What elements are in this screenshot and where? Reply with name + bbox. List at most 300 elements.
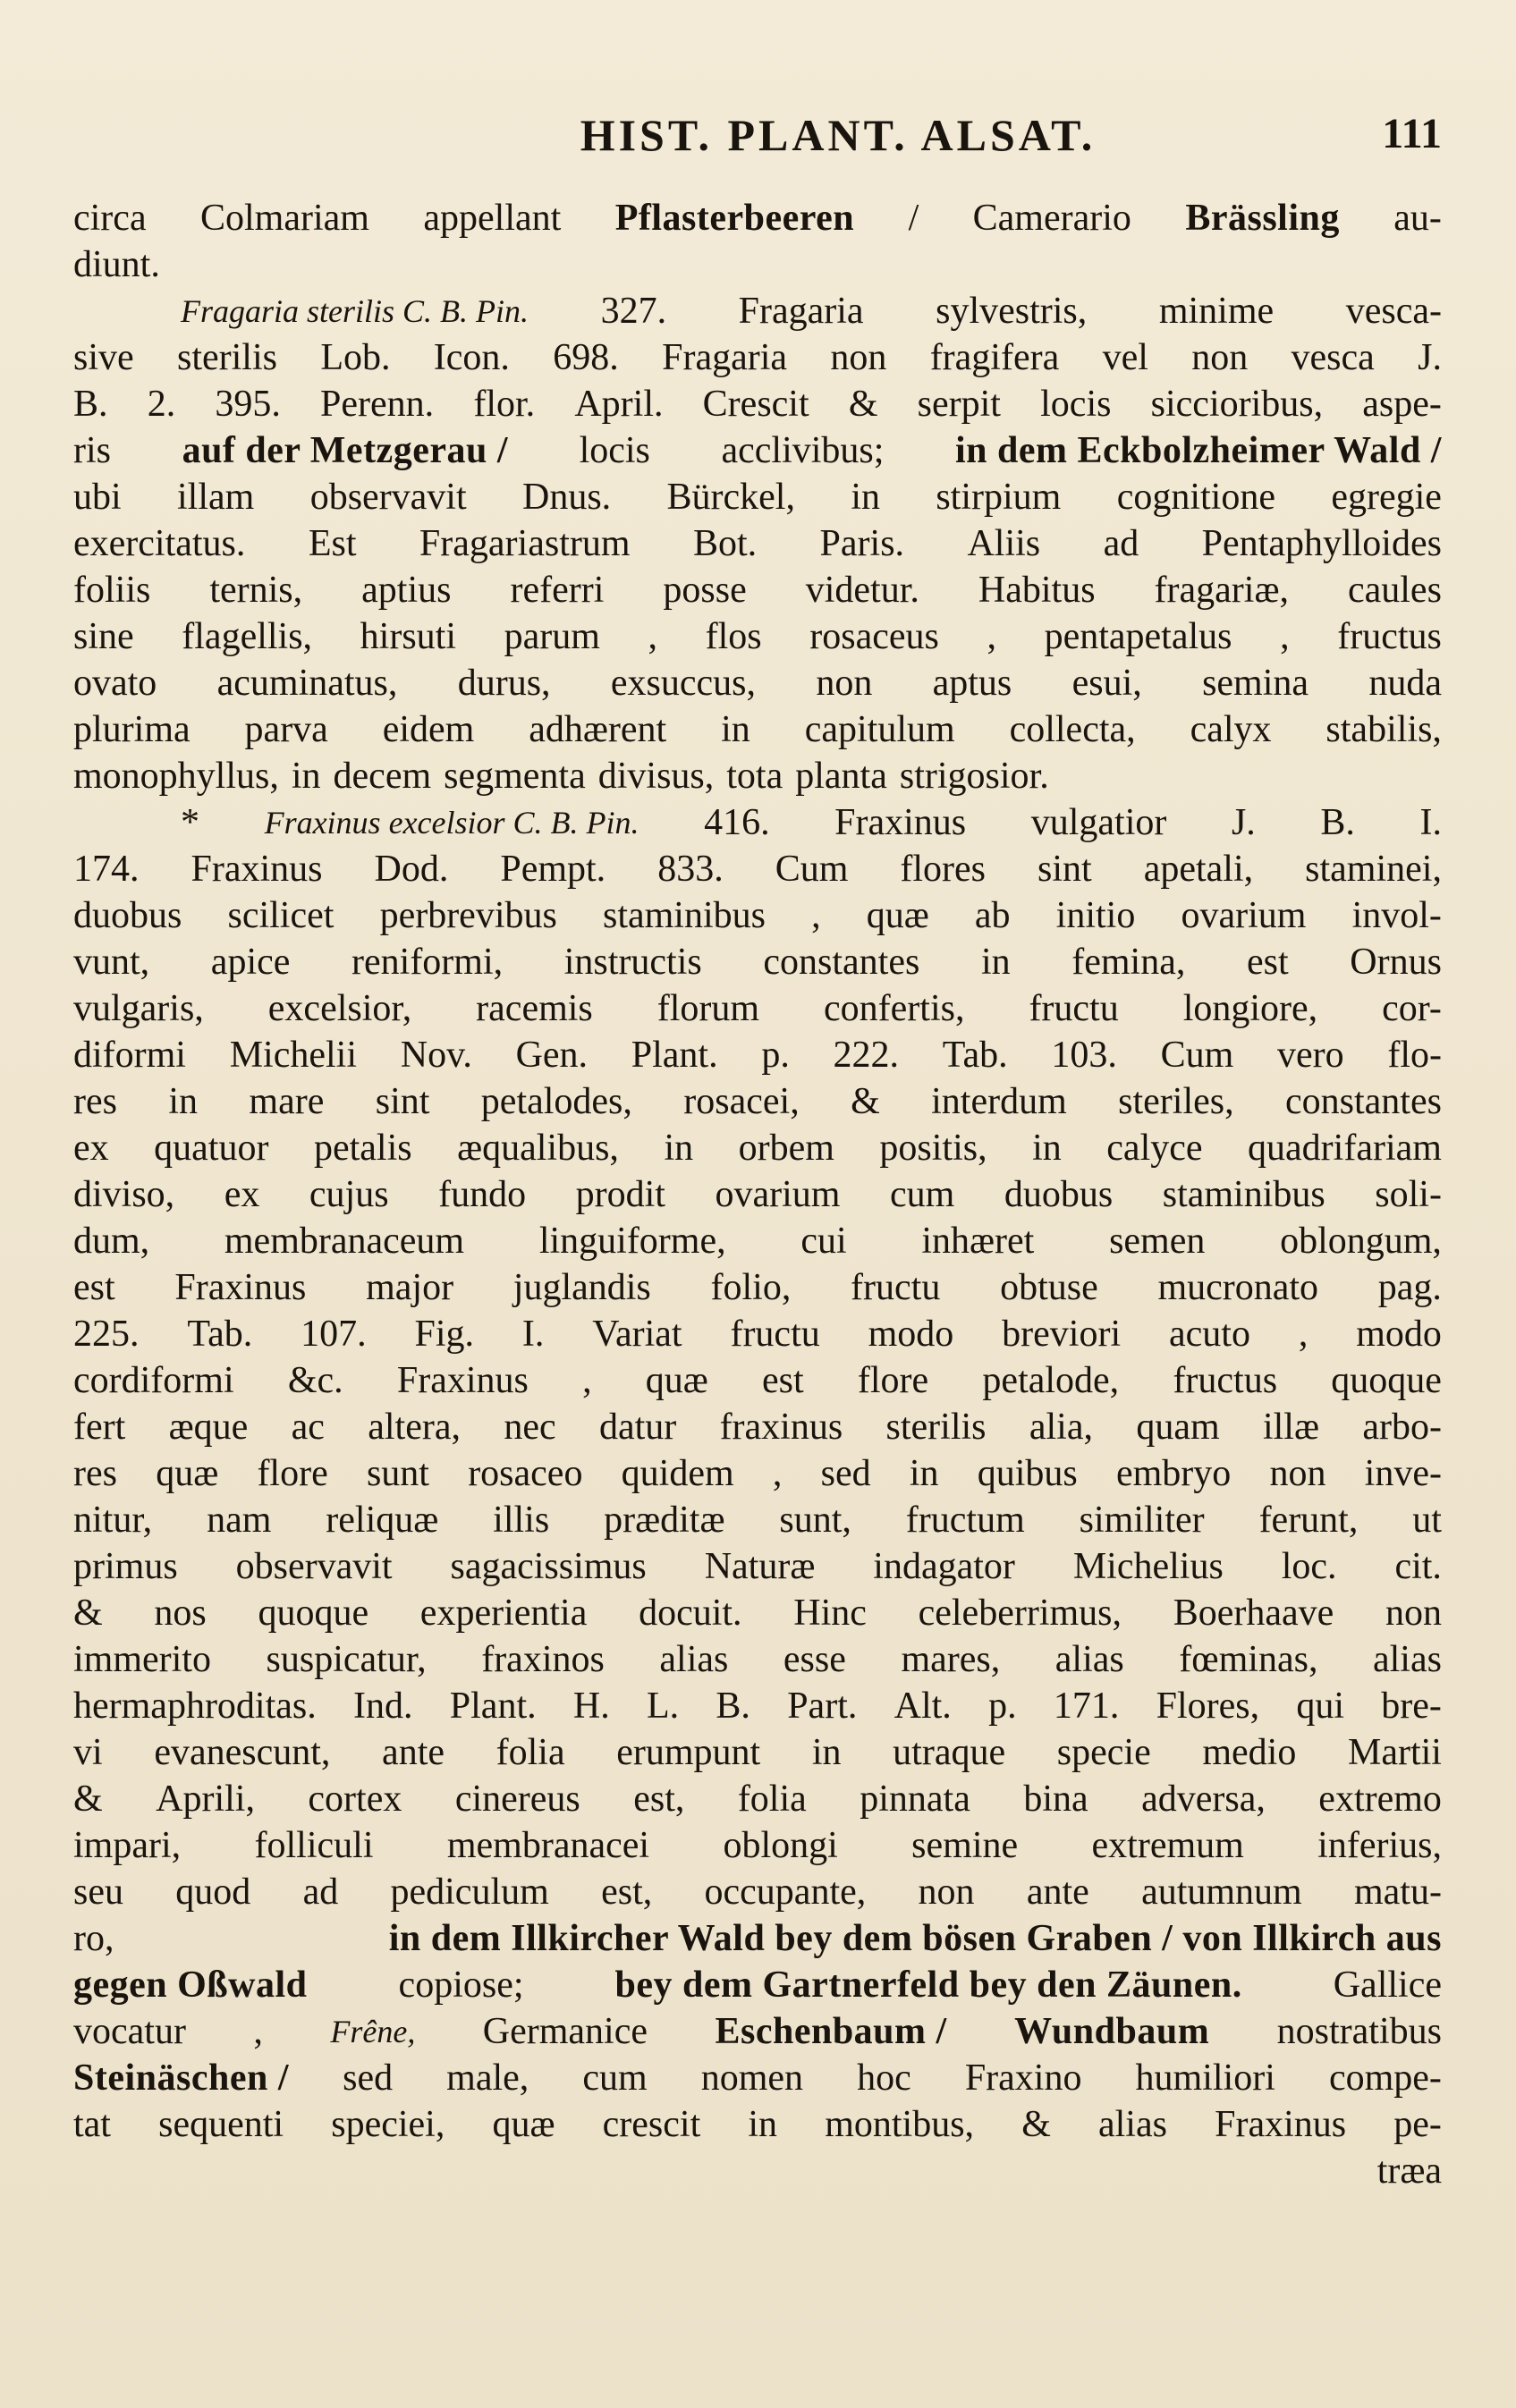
word: nos <box>154 1593 207 1634</box>
text-line <box>73 195 1442 241</box>
word: & <box>848 384 878 425</box>
word: 174. <box>73 849 140 890</box>
page-number: 111 <box>1382 110 1442 157</box>
word: fragariæ, <box>1154 570 1289 611</box>
word: femina, <box>1071 942 1186 983</box>
word: Michelius <box>1072 1546 1224 1587</box>
word: Gen. <box>515 1035 589 1076</box>
word: Aliis <box>967 523 1041 564</box>
word: Paris. <box>819 523 905 564</box>
word: cor- <box>1382 988 1442 1029</box>
text-line <box>73 520 1442 567</box>
word: orbem <box>738 1128 834 1169</box>
word: rosacei, <box>683 1081 800 1122</box>
word: Fraxino <box>964 2057 1082 2099</box>
word: initio <box>1055 895 1136 936</box>
word: florum <box>656 988 760 1029</box>
word: quoque <box>1331 1360 1442 1401</box>
word: quæ <box>645 1360 708 1401</box>
word: petalodes, <box>480 1081 632 1122</box>
word: Steinäschen / <box>73 2057 290 2099</box>
word: perbrevibus <box>379 895 557 936</box>
word: hirsuti <box>360 616 457 657</box>
word: cit. <box>1394 1546 1442 1587</box>
word: Cum <box>1160 1035 1234 1076</box>
word: fructus <box>1173 1360 1278 1401</box>
word: non <box>1269 1453 1326 1494</box>
word: vel <box>1102 337 1148 378</box>
word: quæ <box>866 895 929 936</box>
word: &c. <box>287 1360 343 1401</box>
word: diunt. <box>73 244 160 285</box>
word: petalis <box>313 1128 412 1169</box>
word: montibus, <box>825 2104 975 2145</box>
text-line <box>73 427 1442 474</box>
text-line <box>73 1822 1442 1869</box>
word: duobus <box>1004 1174 1114 1215</box>
word: indagator <box>873 1546 1015 1587</box>
word: steriles, <box>1118 1081 1234 1122</box>
word: sequenti <box>158 2104 284 2145</box>
word: 416. <box>704 802 770 843</box>
page-header <box>73 106 1442 168</box>
word: constantes <box>1285 1081 1442 1122</box>
word: , <box>811 895 821 936</box>
word: auf der Metzgerau / <box>182 430 509 471</box>
word: ferunt, <box>1258 1500 1359 1541</box>
word: caules <box>1347 570 1442 611</box>
word: sint <box>375 1081 430 1122</box>
word: bina <box>1023 1779 1088 1820</box>
text-line <box>73 892 1442 939</box>
text-line <box>73 1962 1442 2008</box>
word: Plant. <box>631 1035 718 1076</box>
text-line <box>73 2101 1442 2148</box>
word: ex <box>224 1174 260 1215</box>
word: docuit. <box>639 1593 742 1634</box>
word: , <box>582 1360 592 1401</box>
word: quam <box>1136 1407 1220 1448</box>
word: cinereus <box>454 1779 580 1820</box>
word: similiter <box>1079 1500 1205 1541</box>
word: locis <box>1040 384 1112 425</box>
body-text <box>73 195 1442 2194</box>
word: experientia <box>419 1593 588 1634</box>
word: foliis <box>73 570 151 611</box>
text-line <box>73 241 1442 288</box>
word: 2. <box>147 384 176 425</box>
word: mucronato <box>1157 1267 1319 1308</box>
word: Brässling <box>1185 198 1340 239</box>
word: pediculum <box>390 1871 549 1913</box>
word: observavit <box>235 1546 393 1587</box>
word: ab <box>974 895 1011 936</box>
word: Germanice <box>482 2011 648 2052</box>
word: in <box>980 942 1011 983</box>
word: , <box>772 1453 783 1494</box>
word: est <box>762 1360 804 1401</box>
word: vulgatior <box>1030 802 1167 843</box>
word: in <box>168 1081 199 1122</box>
word: occupante, <box>704 1871 867 1913</box>
word: Colmariam <box>200 198 369 239</box>
word: Frêne, <box>330 2014 416 2049</box>
word: circa <box>73 198 147 239</box>
word: fructum <box>905 1500 1025 1541</box>
word: seu <box>73 1871 123 1913</box>
word: cum <box>582 2057 648 2099</box>
word: quod <box>175 1871 251 1913</box>
word: in <box>291 756 321 797</box>
word: exercitatus. <box>73 523 246 564</box>
word: folia <box>495 1732 565 1773</box>
word: Plant. <box>449 1686 537 1727</box>
word: * <box>181 802 199 843</box>
word: Fraxinus <box>1215 2104 1347 2145</box>
word: copiose; <box>398 1964 524 2006</box>
word: 698. <box>553 337 619 378</box>
word: illam <box>177 477 255 518</box>
word: altera, <box>368 1407 461 1448</box>
word: Lob. <box>320 337 391 378</box>
word: quadrifariam <box>1248 1128 1442 1169</box>
word: in <box>851 477 880 518</box>
word: in <box>664 1128 694 1169</box>
word: Tab. <box>187 1314 253 1355</box>
word: & <box>851 1081 880 1122</box>
word: est, <box>601 1871 653 1913</box>
word: petalode, <box>982 1360 1120 1401</box>
word: observavit <box>309 477 467 518</box>
word: fundo <box>438 1174 527 1215</box>
word: extremum <box>1091 1825 1244 1866</box>
word: strigosior. <box>899 756 1049 797</box>
word: ovarium <box>1181 895 1307 936</box>
word: flor. <box>473 384 536 425</box>
word: divisus, <box>597 756 715 797</box>
word: humiliori <box>1135 2057 1275 2099</box>
word: positis, <box>879 1128 987 1169</box>
word: sine <box>73 616 134 657</box>
text-line <box>73 799 1442 846</box>
word: Part. <box>787 1686 858 1727</box>
word: in dem Illkircher Wald bey dem bösen Graben / von Illkirch aus <box>388 1918 1442 1959</box>
text-line <box>73 985 1442 1032</box>
word: Hinc <box>793 1593 867 1634</box>
text-line <box>73 567 1442 613</box>
text-line <box>73 1357 1442 1404</box>
word: sunt, <box>779 1500 851 1541</box>
word: H. <box>572 1686 610 1727</box>
text-line <box>73 660 1442 706</box>
word: flos <box>705 616 762 657</box>
word: prodit <box>575 1174 665 1215</box>
word: sed <box>343 2057 394 2099</box>
word: Fig. <box>414 1314 475 1355</box>
word: mares, <box>901 1639 1001 1680</box>
word: immerito <box>73 1639 211 1680</box>
word: semine <box>911 1825 1019 1866</box>
word: L. <box>647 1686 680 1727</box>
word: , <box>648 616 658 657</box>
word: sterilis <box>176 337 277 378</box>
word: ad <box>1103 523 1139 564</box>
text-line <box>73 1729 1442 1776</box>
word: fructu <box>851 1267 941 1308</box>
word: arbo- <box>1362 1407 1442 1448</box>
word: eidem <box>382 709 475 750</box>
word: ovarium <box>715 1174 841 1215</box>
word: Ornus <box>1350 942 1442 983</box>
word: major <box>366 1267 454 1308</box>
word: I. <box>521 1314 545 1355</box>
text-line <box>73 1404 1442 1450</box>
text-line <box>73 1264 1442 1311</box>
word: modo <box>1356 1314 1442 1355</box>
word: 103. <box>1051 1035 1117 1076</box>
word: Wundbaum <box>1014 2011 1210 2052</box>
word: fructu <box>730 1314 820 1355</box>
word: non <box>918 1871 975 1913</box>
word: 225. <box>73 1314 140 1355</box>
word: rosaceus <box>809 616 939 657</box>
word: 222. <box>833 1035 900 1076</box>
word: pinnata <box>860 1779 970 1820</box>
word: træa <box>1376 2150 1442 2192</box>
word: vocatur <box>73 2011 186 2052</box>
word: soli- <box>1375 1174 1442 1215</box>
word: capitulum <box>804 709 955 750</box>
word: in <box>811 1732 842 1773</box>
word: alias <box>1054 1639 1124 1680</box>
word: locis <box>579 430 650 471</box>
word: B. <box>716 1686 750 1727</box>
word: Crescit <box>702 384 809 425</box>
word: acuminatus, <box>216 663 398 704</box>
text-line <box>73 706 1442 753</box>
word: Fraxinus <box>174 1267 307 1308</box>
word: Fragaria <box>662 337 788 378</box>
word: nitur, <box>73 1500 153 1541</box>
word: vi <box>73 1732 103 1773</box>
word: matu- <box>1354 1871 1442 1913</box>
word: autumnum <box>1141 1871 1302 1913</box>
word: Naturæ <box>704 1546 816 1587</box>
text-line <box>73 2055 1442 2101</box>
word: staminei, <box>1305 849 1442 890</box>
word: racemis <box>476 988 593 1029</box>
word: vesca <box>1291 337 1375 378</box>
word: minime <box>1158 291 1275 332</box>
word: J. <box>1418 337 1442 378</box>
word: nam <box>207 1500 272 1541</box>
word: , <box>1298 1314 1309 1355</box>
word: ovato <box>73 663 157 704</box>
word: alias <box>659 1639 729 1680</box>
word: in <box>721 709 750 750</box>
word: acclivibus; <box>721 430 885 471</box>
text-line <box>73 1171 1442 1218</box>
text-line <box>73 1543 1442 1590</box>
word: folia <box>737 1779 807 1820</box>
word: adhærent <box>529 709 667 750</box>
word: collecta, <box>1009 709 1136 750</box>
word: Aprili, <box>156 1779 255 1820</box>
word: fructus <box>1337 616 1442 657</box>
word: ante <box>1026 1871 1089 1913</box>
word: quatuor <box>154 1128 269 1169</box>
word: sterilis <box>885 1407 987 1448</box>
word: Fraxinus <box>191 849 323 890</box>
word: illis <box>493 1500 550 1541</box>
word: , <box>987 616 996 657</box>
text-line <box>73 1078 1442 1125</box>
word: specie <box>1056 1732 1151 1773</box>
word: cui <box>800 1221 847 1262</box>
word: Variat <box>592 1314 682 1355</box>
word: Ind. <box>353 1686 413 1727</box>
word: Flores, <box>1156 1686 1260 1727</box>
word: calyx <box>1190 709 1272 750</box>
word: cognitione <box>1116 477 1275 518</box>
word: linguiforme, <box>538 1221 726 1262</box>
word: aspe- <box>1362 384 1442 425</box>
word: in <box>748 2104 778 2145</box>
word: non <box>830 337 887 378</box>
word: Fragariastrum <box>419 523 631 564</box>
word: interdum <box>931 1081 1067 1122</box>
word: cortex <box>308 1779 402 1820</box>
text-line <box>73 1776 1442 1822</box>
word: cum <box>889 1174 955 1215</box>
text-line <box>73 1497 1442 1543</box>
word: exsuccus, <box>610 663 756 704</box>
word: parum <box>504 616 600 657</box>
word: suspicatur, <box>266 1639 427 1680</box>
text-line <box>73 381 1442 427</box>
word: fructu <box>1029 988 1119 1029</box>
text-line <box>73 2008 1442 2055</box>
word: Michelii <box>229 1035 358 1076</box>
word: siccioribus, <box>1150 384 1324 425</box>
word: modo <box>868 1314 954 1355</box>
word: Pflasterbeeren <box>614 198 855 239</box>
word: est <box>1246 942 1289 983</box>
word: quoque <box>258 1593 369 1634</box>
word: hoc <box>857 2057 911 2099</box>
word: folliculi <box>254 1825 374 1866</box>
word: Eschenbaum / <box>715 2011 947 2052</box>
word: est <box>73 1267 115 1308</box>
word: stabilis, <box>1325 709 1442 750</box>
text-line <box>73 2148 1442 2194</box>
word: sagacissimus <box>450 1546 647 1587</box>
text-line <box>73 1915 1442 1962</box>
text-line <box>73 613 1442 660</box>
word: alias <box>1373 1639 1442 1680</box>
word: apice <box>210 942 291 983</box>
word: ante <box>382 1732 445 1773</box>
word: ris <box>73 430 111 471</box>
word: gegen Oßwald <box>73 1964 308 2006</box>
word: flo- <box>1387 1035 1442 1076</box>
word: sed <box>820 1453 871 1494</box>
text-line <box>73 1450 1442 1497</box>
word: segmenta <box>444 756 586 797</box>
word: calyce <box>1106 1128 1203 1169</box>
word: in <box>909 1453 939 1494</box>
word: fragifera <box>929 337 1060 378</box>
word: , <box>253 2011 263 2052</box>
word: & <box>73 1593 103 1634</box>
word: 171. <box>1053 1686 1120 1727</box>
word: appellant <box>423 198 562 239</box>
word: non <box>816 663 873 704</box>
word: Pempt. <box>500 849 606 890</box>
word: Tab. <box>942 1035 1008 1076</box>
word: Boerhaave <box>1173 1593 1334 1634</box>
word: bey dem Gartnerfeld bey den Zäunen. <box>614 1964 1242 2006</box>
word: J. <box>1231 802 1256 843</box>
word: au- <box>1393 198 1442 239</box>
word: tat <box>73 2104 111 2145</box>
word: rosaceo <box>468 1453 583 1494</box>
word: adversa, <box>1141 1779 1266 1820</box>
word: aptius <box>361 570 452 611</box>
word: excelsior, <box>267 988 412 1029</box>
word: non <box>1191 337 1249 378</box>
word: evanescunt, <box>154 1732 331 1773</box>
word: scilicet <box>227 895 335 936</box>
word: quibus <box>977 1453 1078 1494</box>
word: invol- <box>1351 895 1442 936</box>
word: cordiformi <box>73 1360 234 1401</box>
word: male, <box>446 2057 529 2099</box>
word: Gallice <box>1333 1964 1442 2006</box>
word: confertis, <box>824 988 965 1029</box>
word: flore <box>857 1360 929 1401</box>
word: ex <box>73 1128 109 1169</box>
word: Dod. <box>374 849 449 890</box>
word: medio <box>1202 1732 1297 1773</box>
word: fert <box>73 1407 126 1448</box>
word: durus, <box>457 663 551 704</box>
word: non <box>1385 1593 1442 1634</box>
word: ternis, <box>209 570 303 611</box>
word: B. <box>73 384 108 425</box>
word: nec <box>504 1407 556 1448</box>
word: decem <box>333 756 432 797</box>
word: ad <box>302 1871 339 1913</box>
word: esse <box>783 1639 846 1680</box>
word: æqualibus, <box>457 1128 619 1169</box>
word: duobus <box>73 895 182 936</box>
word: in <box>1032 1128 1062 1169</box>
word: vesca- <box>1345 291 1442 332</box>
word: parva <box>244 709 328 750</box>
word: celeberrimus, <box>918 1593 1122 1634</box>
word: pe- <box>1393 2104 1442 2145</box>
word: datur <box>598 1407 677 1448</box>
word: sunt <box>366 1453 429 1494</box>
word: oblongum, <box>1280 1221 1442 1262</box>
word: staminibus <box>1162 1174 1325 1215</box>
word: æque <box>168 1407 249 1448</box>
word: , <box>1280 616 1290 657</box>
word: fraxinus <box>719 1407 843 1448</box>
word: vulgaris, <box>73 988 204 1029</box>
word: Martii <box>1347 1732 1442 1773</box>
